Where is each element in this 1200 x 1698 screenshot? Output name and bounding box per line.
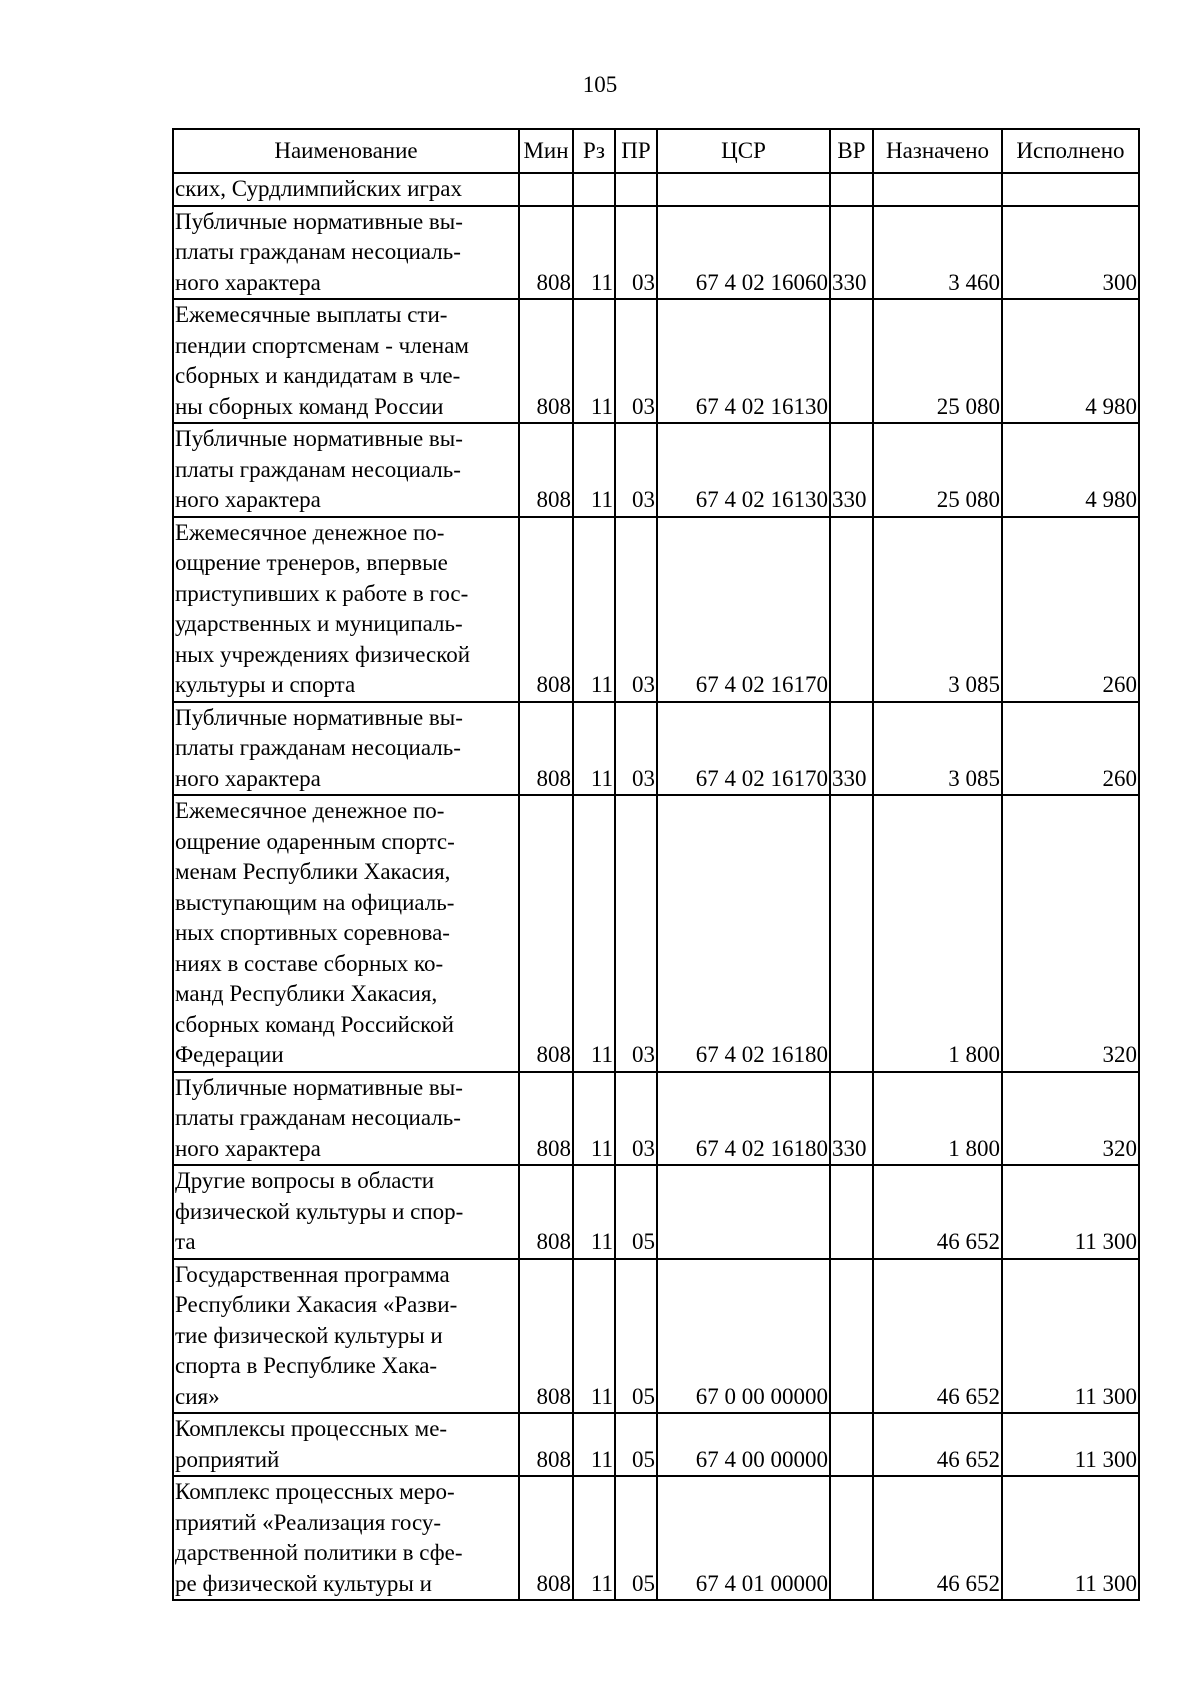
cell-assigned: 1 800	[873, 1072, 1002, 1166]
cell-pr	[615, 173, 657, 206]
column-header-vr: ВР	[830, 129, 873, 173]
cell-executed: 320	[1002, 1072, 1139, 1166]
cell-rz: 11	[573, 517, 615, 702]
cell-name-line: менам Республики Хакасия,	[175, 859, 451, 884]
cell-min: 808	[519, 1165, 573, 1259]
cell-executed: 11 300	[1002, 1476, 1139, 1600]
column-header-executed: Исполнено	[1002, 129, 1139, 173]
header-row	[173, 129, 1139, 173]
cell-name-line: ных учреждениях физической	[175, 641, 471, 667]
cell-assigned: 46 652	[873, 1165, 1002, 1259]
cell-min: 808	[519, 1259, 573, 1414]
cell-executed	[1002, 173, 1139, 206]
cell-name-line: Государственная программа	[175, 1261, 450, 1287]
cell-pr: 03	[615, 517, 657, 702]
cell-csr: 67 4 02 16130	[657, 423, 830, 517]
cell-name-line: Ежемесячные выплаты сти-	[175, 302, 448, 327]
cell-min	[519, 173, 573, 206]
cell-name-line: пендии спортсменам - членам	[175, 332, 469, 358]
cell-rz: 11	[573, 1165, 615, 1259]
table-row	[173, 1476, 1139, 1600]
cell-executed: 300	[1002, 206, 1139, 300]
cell-name-line: ощрение тренеров, впервые	[175, 550, 448, 575]
cell-executed: 11 300	[1002, 1165, 1139, 1259]
cell-pr: 05	[615, 1413, 657, 1476]
cell-name-line: та	[175, 1229, 196, 1254]
cell-executed: 260	[1002, 517, 1139, 702]
cell-name	[173, 423, 519, 517]
cell-rz: 11	[573, 299, 615, 423]
column-header-name: Наименование	[173, 129, 519, 173]
table-row	[173, 423, 1139, 517]
cell-vr	[830, 1413, 873, 1476]
cell-name-line: ного характера	[175, 1135, 321, 1161]
cell-pr: 05	[615, 1259, 657, 1414]
cell-name-line: ниях в составе сборных ко-	[175, 950, 444, 976]
cell-pr: 03	[615, 206, 657, 300]
cell-name-line: Публичные нормативные вы-	[175, 1074, 463, 1100]
cell-min: 808	[519, 1476, 573, 1600]
cell-name	[173, 517, 519, 702]
cell-min: 808	[519, 423, 573, 517]
cell-name	[173, 1259, 519, 1414]
cell-name-line: Другие вопросы в области	[175, 1168, 435, 1193]
cell-name-line: ны сборных команд России	[175, 393, 444, 419]
cell-csr: 67 4 00 00000	[657, 1413, 830, 1476]
cell-name	[173, 1413, 519, 1476]
cell-executed: 260	[1002, 702, 1139, 796]
cell-min: 808	[519, 1072, 573, 1166]
cell-assigned: 3 085	[873, 702, 1002, 796]
table-row	[173, 1259, 1139, 1414]
cell-rz	[573, 173, 615, 206]
cell-min: 808	[519, 299, 573, 423]
cell-csr: 67 0 00 00000	[657, 1259, 830, 1414]
cell-assigned: 3 085	[873, 517, 1002, 702]
cell-executed: 4 980	[1002, 423, 1139, 517]
cell-pr: 05	[615, 1476, 657, 1600]
cell-executed: 11 300	[1002, 1413, 1139, 1476]
cell-min: 808	[519, 795, 573, 1072]
cell-name-line: Публичные нормативные вы-	[175, 208, 463, 234]
cell-executed: 4 980	[1002, 299, 1139, 423]
cell-rz: 11	[573, 795, 615, 1072]
cell-name-line: культуры и спорта	[175, 672, 356, 697]
table-row	[173, 1413, 1139, 1476]
cell-rz: 11	[573, 1413, 615, 1476]
cell-pr: 03	[615, 299, 657, 423]
cell-name-line: ре физической культуры и	[175, 1570, 432, 1596]
cell-name-line: ного характера	[175, 765, 321, 791]
cell-csr: 67 4 02 16060	[657, 206, 830, 300]
cell-vr: 330	[830, 423, 873, 517]
cell-name-line: Республики Хакасия «Разви-	[175, 1292, 458, 1317]
cell-name	[173, 1072, 519, 1166]
cell-name	[173, 795, 519, 1072]
budget-table	[172, 128, 1140, 1601]
cell-vr	[830, 1165, 873, 1259]
cell-assigned: 25 080	[873, 423, 1002, 517]
cell-assigned: 1 800	[873, 795, 1002, 1072]
column-header-min: Мин	[519, 129, 573, 173]
table-row	[173, 173, 1139, 206]
cell-assigned	[873, 173, 1002, 206]
cell-name	[173, 206, 519, 300]
cell-pr: 03	[615, 795, 657, 1072]
cell-name-line: приступивших к работе в гос-	[175, 580, 469, 606]
cell-name-line: ских, Сурдлимпийских играх	[175, 176, 463, 201]
page-number: 105	[582, 72, 618, 97]
cell-name-line: физической культуры и спор-	[175, 1198, 464, 1224]
cell-name-line: сборных команд Российской	[175, 1011, 454, 1037]
cell-name-line: ного характера	[175, 269, 321, 295]
cell-vr: 330	[830, 702, 873, 796]
column-header-rz: Рз	[573, 129, 615, 173]
cell-assigned: 46 652	[873, 1259, 1002, 1414]
cell-csr: 67 4 02 16170	[657, 517, 830, 702]
cell-pr: 03	[615, 423, 657, 517]
column-header-pr: ПР	[615, 129, 657, 173]
cell-csr: 67 4 01 00000	[657, 1476, 830, 1600]
table-body	[173, 173, 1139, 1600]
cell-name-line: ных спортивных соревнова-	[175, 920, 450, 945]
column-header-csr: ЦСР	[657, 129, 830, 173]
cell-vr	[830, 299, 873, 423]
cell-name-line: Публичные нормативные вы-	[175, 426, 463, 451]
cell-name-line: Ежемесячное денежное по-	[175, 519, 445, 545]
cell-rz: 11	[573, 423, 615, 517]
cell-min: 808	[519, 517, 573, 702]
cell-rz: 11	[573, 702, 615, 796]
cell-vr: 330	[830, 1072, 873, 1166]
cell-name-line: сборных и кандидатам в чле-	[175, 363, 461, 388]
cell-name	[173, 1165, 519, 1259]
cell-name-line: выступающим на официаль-	[175, 889, 455, 915]
cell-name	[173, 1476, 519, 1600]
cell-name	[173, 702, 519, 796]
cell-name-line: спорта в Республике Хака-	[175, 1353, 438, 1378]
cell-assigned: 46 652	[873, 1413, 1002, 1476]
cell-name-line: тие физической культуры и	[175, 1322, 443, 1348]
cell-executed: 11 300	[1002, 1259, 1139, 1414]
cell-vr	[830, 1476, 873, 1600]
cell-min: 808	[519, 702, 573, 796]
cell-csr: 67 4 02 16170	[657, 702, 830, 796]
cell-csr	[657, 173, 830, 206]
cell-pr: 03	[615, 702, 657, 796]
cell-pr: 05	[615, 1165, 657, 1259]
table-row	[173, 1072, 1139, 1166]
table-row	[173, 795, 1139, 1072]
cell-csr: 67 4 02 16180	[657, 1072, 830, 1166]
cell-executed: 320	[1002, 795, 1139, 1072]
cell-vr	[830, 517, 873, 702]
cell-name-line: дарственной политики в сфе-	[175, 1540, 463, 1565]
cell-csr	[657, 1165, 830, 1259]
table-row	[173, 517, 1139, 702]
cell-name-line: ощрение одаренным спортс-	[175, 828, 455, 854]
cell-name-line: платы гражданам несоциаль-	[175, 239, 461, 264]
cell-name-line: приятий «Реализация госу-	[175, 1509, 442, 1535]
cell-assigned: 25 080	[873, 299, 1002, 423]
cell-name-line: роприятий	[175, 1446, 280, 1472]
cell-name-line: Ежемесячное денежное по-	[175, 798, 445, 823]
cell-name-line: ударственных и муниципаль-	[175, 611, 463, 636]
cell-rz: 11	[573, 1259, 615, 1414]
cell-name-line: Комплексы процессных ме-	[175, 1416, 448, 1441]
cell-rz: 11	[573, 1072, 615, 1166]
cell-name-line: платы гражданам несоциаль-	[175, 456, 461, 482]
cell-name-line: манд Республики Хакасия,	[175, 981, 438, 1006]
cell-name	[173, 299, 519, 423]
cell-assigned: 3 460	[873, 206, 1002, 300]
cell-name	[173, 173, 519, 206]
table-row	[173, 299, 1139, 423]
cell-csr: 67 4 02 16180	[657, 795, 830, 1072]
cell-rz: 11	[573, 1476, 615, 1600]
cell-rz: 11	[573, 206, 615, 300]
cell-vr: 330	[830, 206, 873, 300]
cell-name-line: Комплекс процессных меро-	[175, 1479, 455, 1504]
cell-vr	[830, 795, 873, 1072]
cell-pr: 03	[615, 1072, 657, 1166]
column-header-assigned: Назначено	[873, 129, 1002, 173]
cell-csr: 67 4 02 16130	[657, 299, 830, 423]
cell-name-line: Федерации	[175, 1042, 284, 1067]
table-row	[173, 702, 1139, 796]
cell-vr	[830, 173, 873, 206]
cell-name-line: платы гражданам несоциаль-	[175, 735, 461, 760]
cell-assigned: 46 652	[873, 1476, 1002, 1600]
cell-vr	[830, 1259, 873, 1414]
cell-min: 808	[519, 206, 573, 300]
table-row	[173, 206, 1139, 300]
cell-name-line: платы гражданам несоциаль-	[175, 1105, 461, 1130]
cell-min: 808	[519, 1413, 573, 1476]
table-row	[173, 1165, 1139, 1259]
cell-name-line: Публичные нормативные вы-	[175, 704, 463, 730]
cell-name-line: ного характера	[175, 487, 321, 512]
cell-name-line: сия»	[175, 1383, 220, 1409]
